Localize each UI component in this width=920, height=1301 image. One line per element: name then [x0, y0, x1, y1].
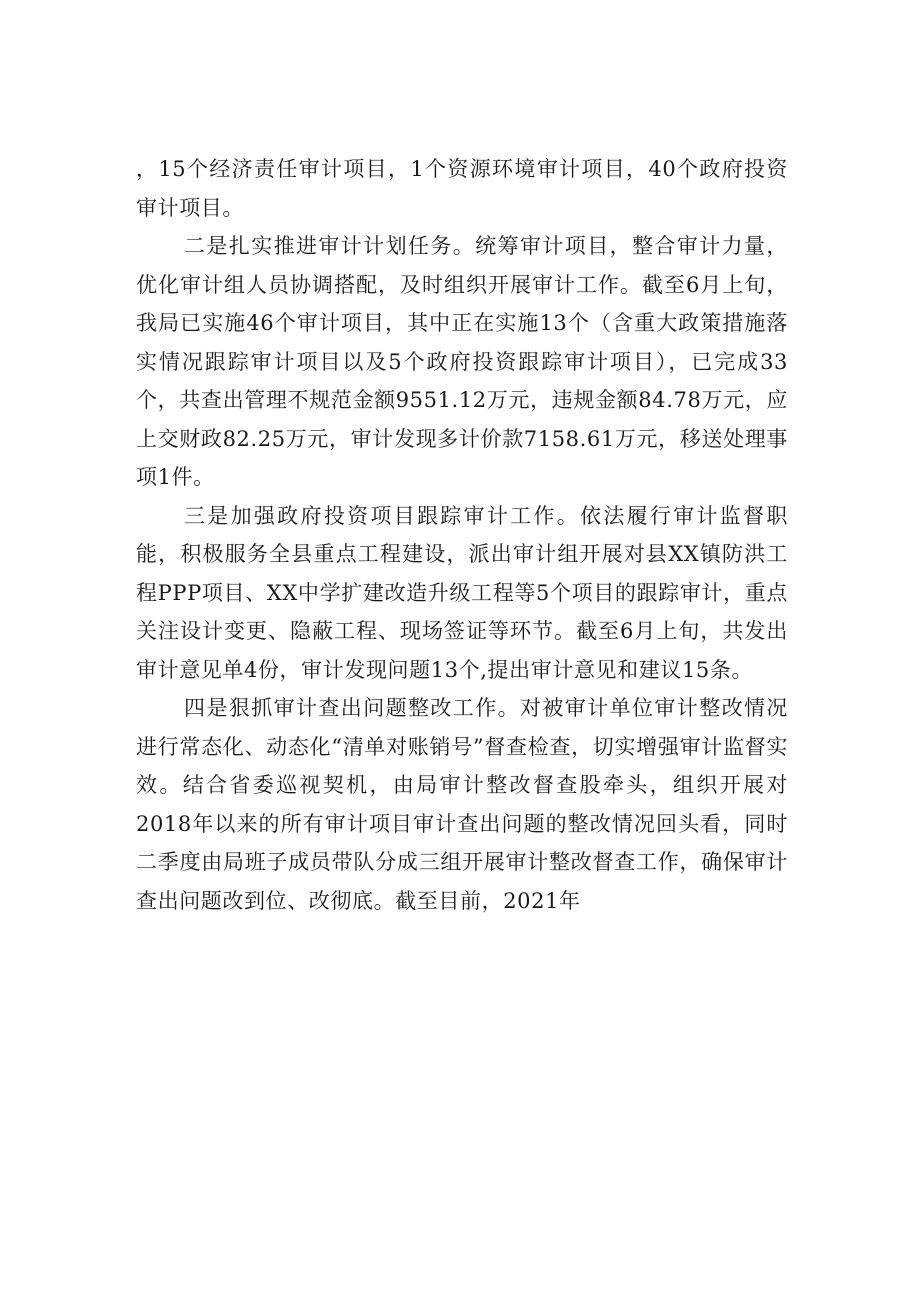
paragraph-audit-plan: 二是扎实推进审计计划任务。统筹审计项目，整合审计力量，优化审计组人员协调搭配，及时组织开展审计工作。截至6月上旬，我局已实施46个审计项目，其中正在实施13个（含重大政策措施落实情况跟踪审计项目以及5个政府投资跟踪审计项目），已完成33个，共查出管理不规范金额9551.12万元，违规金额84.78万元，应上交财政82.25万元，审计发现多计价款7158.61万元，移送处理事项1件。 [136, 234, 788, 489]
paragraph-investment-tracking: 三是加强政府投资项目跟踪审计工作。依法履行审计监督职能，积极服务全县重点工程建设，派出审计组开展对县XX镇防洪工程PPP项目、XX中学扩建改造升级工程等5个项目的跟踪审计，重点关注设计变更、隐蔽工程、现场签证等环节。截至6月上旬，共发出审计意见单4份，审计发现问题13个,提出审计意见和建议15条。 [136, 503, 788, 682]
document-body [136, 150, 788, 920]
paragraph-continuation: ，15个经济责任审计项目，1个资源环境审计项目，40个政府投资审计项目。 [136, 157, 788, 220]
paragraph-rectification: 四是狠抓审计查出问题整改工作。对被审计单位审计整改情况进行常态化、动态化“清单对账销号”督查检查，切实增强审计监督实效。结合省委巡视契机，由局审计整改督查股牵头，组织开展对2018年以来的所有审计项目审计查出问题的整改情况回头看，同时二季度由局班子成员带队分成三组开展审计整改督查工作，确保审计查出问题改到位、改彻底。截至目前，2021年 [136, 696, 788, 913]
